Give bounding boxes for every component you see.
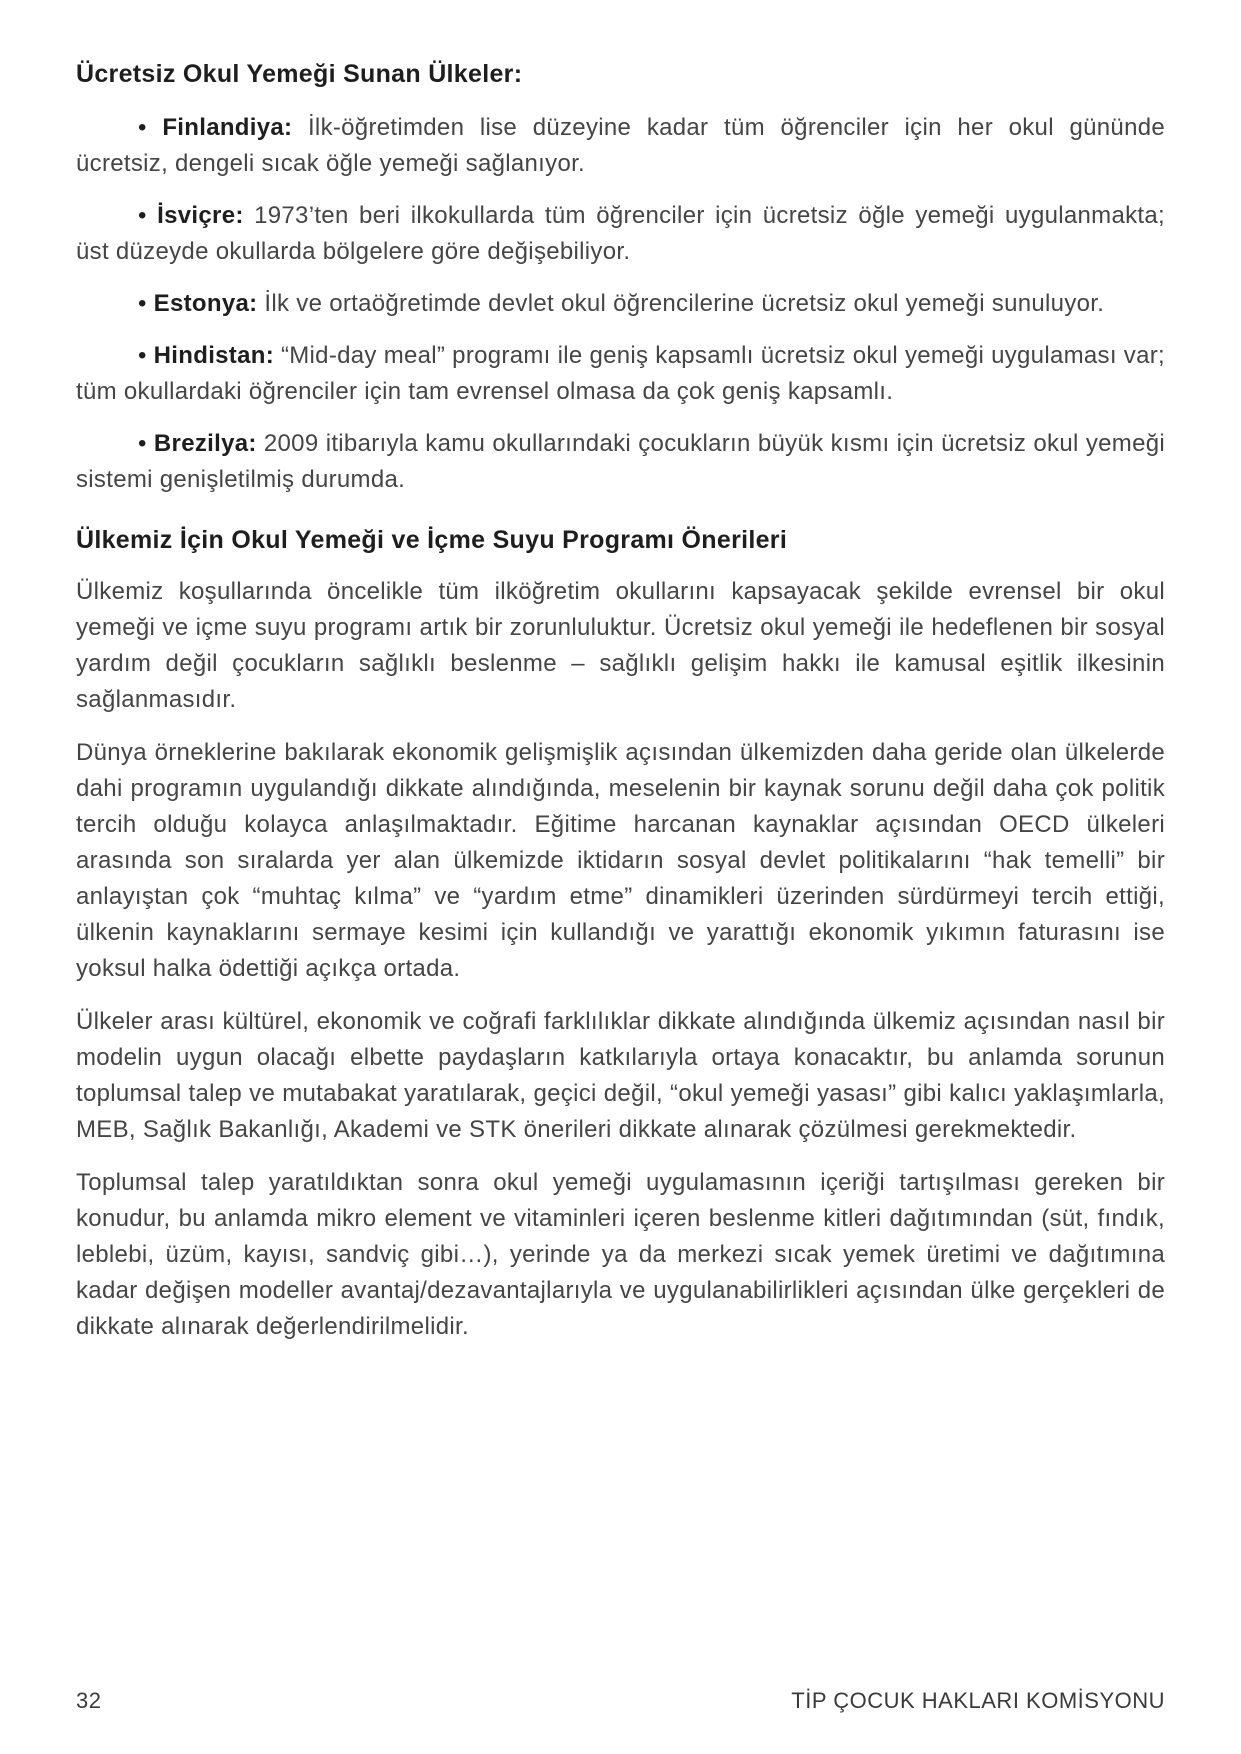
page-number: 32 bbox=[76, 1688, 102, 1713]
section-title-recommendations: Ülkemiz İçin Okul Yemeği ve İçme Suyu Programı Önerileri bbox=[76, 526, 788, 554]
country-name: Finlandiya: bbox=[162, 114, 293, 141]
country-bullet-item-finland bbox=[76, 110, 1165, 182]
country-description: 2009 itibarıyla kamu okullarındaki çocukların büyük kısmı için ücretsiz okul yemeği sistemi genişletilmiş durumda. bbox=[76, 430, 1165, 493]
bullet-icon: • bbox=[138, 202, 147, 229]
bullet-icon: • bbox=[138, 430, 147, 457]
section-title-free-school-meal-countries: Ücretsiz Okul Yemeği Sunan Ülkeler: bbox=[76, 60, 523, 88]
country-bullet-item-switzerland bbox=[76, 198, 1165, 270]
body-paragraph-necessity: Ülkemiz koşullarında öncelikle tüm ilköğretim okullarını kapsayacak şekilde evrensel bir okul yemeği ve içme suyu programı artık bir zorunluluktur. Ücretsiz okul yemeği ile hedeflenen bir sosyal yardım değil çocukların sağlıklı beslenme – sağlıklı gelişim hakkı ile kamusal eşitlik ilkesinin sağlanmasıdır. bbox=[76, 578, 1165, 713]
country-description: “Mid-day meal” programı ile geniş kapsamlı ücretsiz okul yemeği uygulaması var; tüm okullardaki öğrenciler için tam evrensel olmasa da çok geniş kapsamlı. bbox=[76, 342, 1165, 405]
country-bullet-item-india bbox=[76, 338, 1165, 410]
country-description: 1973’ten beri ilkokullarda tüm öğrenciler için ücretsiz öğle yemeği uygulanmakta; üst düzeyde okullarda bölgelere göre değişebiliyor. bbox=[76, 202, 1166, 265]
body-paragraph-model-selection: Ülkeler arası kültürel, ekonomik ve coğrafi farklılıklar dikkate alındığında ülkemiz açısından nasıl bir modelin uygun olacağı elbette paydaşların katkılarıyla ortaya konacaktır, bu anlamda sorunun toplumsal talep ve mutabakat yaratılarak, geçici değil, “okul yemeği yasası” gibi kalıcı yaklaşımlarla, MEB, Sağlık Bakanlığı, Akademi ve STK önerileri dikkate alınarak çözülmesi gerekmektedir. bbox=[76, 1008, 1165, 1143]
footer-committee-label: TİP ÇOCUK HAKLARI KOMİSYONU bbox=[791, 1688, 1165, 1713]
bullet-icon: • bbox=[138, 342, 147, 369]
page-footer bbox=[76, 1688, 1165, 1714]
body-paragraph-world-examples: Dünya örneklerine bakılarak ekonomik gelişmişlik açısından ülkemizden daha geride olan ülkelerde dahi programın uygulandığı dikkate alındığında, meselenin bir kaynak sorunu değil daha çok politik tercih olduğu kolayca anlaşılmaktadır. Eğitime harcanan kaynaklar açısından OECD ülkeleri arasında son sıralarda yer alan ülkemizde iktidarın sosyal devlet politikalarını “hak temelli” bir anlayıştan çok “muhtaç kılma” ve “yardım etme” dinamikleri üzerinden sürdürmeyi tercih ettiği, ülkenin kaynaklarını sermaye kesimi için kullandığı ve yarattığı ekonomik yıkımın faturasını ise yoksul halka ödettiği açıkça ortada. bbox=[76, 739, 1165, 982]
bullet-icon: • bbox=[138, 290, 147, 317]
country-name: İsviçre: bbox=[157, 202, 244, 229]
body-paragraph-implementation: Toplumsal talep yaratıldıktan sonra okul yemeği uygulamasının içeriği tartışılması gereken bir konudur, bu anlamda mikro element ve vitaminleri içeren beslenme kitleri dağıtımından (süt, fındık, leblebi, üzüm, kayısı, sandviç gibi…), yerinde ya da merkezi sıcak yemek üretimi ve dağıtımına kadar değişen modeller avantaj/dezavantajlarıyla ve uygulanabilirlikleri açısından ülke gerçekleri de dikkate alınarak değerlendirilmelidir. bbox=[76, 1169, 1165, 1340]
country-description: İlk-öğretimden lise düzeyine kadar tüm öğrenciler için her okul gününde ücretsiz, dengeli sıcak öğle yemeği sağlanıyor. bbox=[76, 114, 1166, 177]
bullet-icon: • bbox=[138, 114, 147, 141]
country-name: Estonya: bbox=[153, 290, 258, 317]
country-name: Brezilya: bbox=[153, 430, 257, 457]
country-bullet-item-brazil bbox=[76, 426, 1165, 498]
country-name: Hindistan: bbox=[153, 342, 274, 369]
country-bullet-item-estonia bbox=[76, 286, 1165, 322]
country-description: İlk ve ortaöğretimde devlet okul öğrencilerine ücretsiz okul yemeği sunuluyor. bbox=[264, 290, 1105, 317]
